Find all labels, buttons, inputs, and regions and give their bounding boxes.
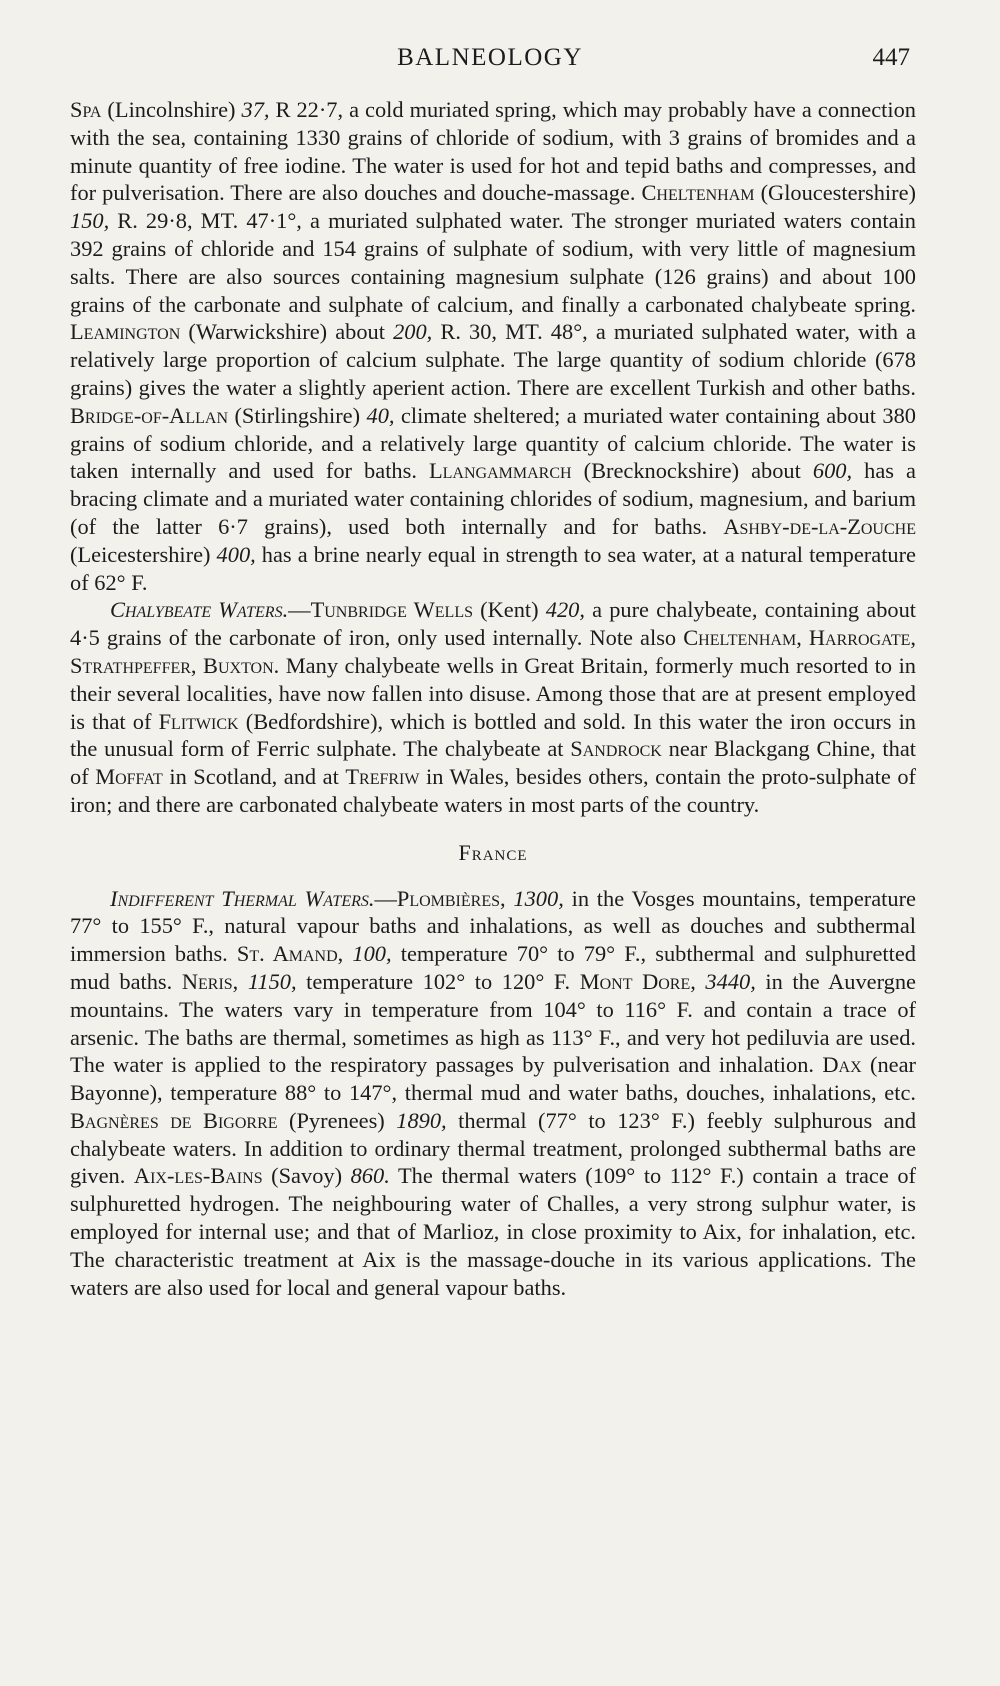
text-run: thermal (77° to 123° F.) feebly sulphurous and chalybeate waters. In addition to ordinary thermal treatment, prolonged subthermal baths are given. <box>70 1107 917 1189</box>
text-run: (Savoy) <box>262 1163 351 1189</box>
altitude: 600, <box>812 458 853 484</box>
altitude: 150, <box>70 208 110 234</box>
place-name: Cheltenham <box>641 180 755 206</box>
page-header <box>70 44 910 80</box>
text-run: (Gloucestershire) <box>754 180 916 206</box>
place-name: Bagnères de Bigorre <box>70 1107 278 1133</box>
text-run: in Scotland, and at <box>162 764 346 790</box>
text-run: (Lincolnshire) <box>101 97 242 122</box>
altitude: 420, <box>545 597 585 623</box>
text-run: temperature 70° to 79° F., subthermal and sulphuretted mud baths. <box>70 941 916 994</box>
text-run: R 22·7, a cold muriated spring, which may probably have a connection with the sea, containing 1330 grains of chloride of sodium, with 3 grains of bromides and a minute quantity of free iodine. The water is used for hot and tepid baths and compresses, and for pulverisation. There are also douches and douche-massage. <box>70 97 916 206</box>
altitude: 1150, <box>247 968 297 994</box>
altitude: 40, <box>366 402 395 428</box>
paragraph-england-muriated <box>70 96 916 596</box>
text-run: (Stirlingshire) <box>228 402 367 428</box>
text-run: climate sheltered; a muriated water containing about 380 grains of sodium chloride, and a relatively large quantity of calcium chloride. The water is taken internally and used for baths. <box>70 402 916 484</box>
body-text <box>70 96 916 1301</box>
text-run: (Kent) <box>473 597 546 623</box>
altitude: 3440, <box>705 968 756 994</box>
place-name: Tunbridge Wells <box>310 597 474 623</box>
text-run: in Wales, besides others, contain the proto-sulphate of iron; and there are carbonated chalybeate waters in most parts of the country. <box>70 764 916 817</box>
altitude: 100, <box>352 941 392 967</box>
altitude: 1300, <box>513 885 564 911</box>
place-name: Aix-les-Bains <box>133 1163 263 1189</box>
text-run: (Pyrenees) <box>277 1107 397 1133</box>
place-name: Llangammarch <box>428 458 572 484</box>
text-run: has a bracing climate and a muriated water containing chlorides of sodium, magnesium, and barium (of the latter 6·7 grains), used both internally and for baths. <box>70 458 916 539</box>
place-name: Mont Dore, <box>579 968 696 994</box>
text-run: (Warwickshire) about <box>180 319 394 345</box>
text-run: (near Bayonne), temperature 88° to 147°, thermal mud and water baths, douches, inhalations, etc. <box>70 1052 916 1106</box>
text-run <box>696 969 706 994</box>
altitude: 400, <box>216 541 256 567</box>
text-run: (Bedfordshire), which is bottled and sold. In this water the iron occurs in the unusual form of Ferric sulphate. The chalybeate at <box>70 708 916 762</box>
altitude: 37, <box>241 97 270 122</box>
text-run: — <box>374 885 397 911</box>
place-name: Bridge-of-Allan <box>70 402 229 428</box>
place-name-list: Cheltenham, Harrogate, Strathpeffer, Buxton. <box>70 625 916 678</box>
text-run: Many chalybeate wells in Great Britain, formerly much resorted to in their several localities, have now fallen into disuse. Among those that are at present employed is that of <box>70 652 916 734</box>
text-run: R. 30, MT. 48°, a muriated sulphated water, with a relatively large proportion of calcium sulphate. The large quantity of sodium chloride (678 grains) gives the water a slightly aperient action. There are excellent Turkish and other baths. <box>70 319 916 400</box>
paragraph-indifferent-thermal-waters <box>70 885 916 1302</box>
text-run: has a brine nearly equal in strength to sea water, at a natural temperature of 62° F. <box>70 541 916 595</box>
text-run: (Brecknockshire) about <box>571 458 813 484</box>
place-name: Dax <box>822 1052 862 1078</box>
subsection-heading: Indifferent Thermal Waters. <box>110 885 375 911</box>
place-name: Leamington <box>70 319 181 345</box>
text-run <box>238 969 248 994</box>
text-run: near Blackgang Chine, that of <box>70 736 916 790</box>
place-name: Ashby-de-la-Zouche <box>723 513 916 539</box>
text-run: — <box>288 597 311 623</box>
paragraph-chalybeate-waters <box>70 596 916 818</box>
place-name: Neris, <box>181 968 239 994</box>
place-name: Moffat <box>95 764 163 790</box>
running-head: BALNEOLOGY <box>397 44 583 71</box>
text-run: in the Auvergne mountains. The waters vary in temperature from 104° to 116° F. and contain a trace of arsenic. The baths are thermal, sometimes as high as 113° F., and very hot pediluvia are used. The water is applied to the respiratory passages by pulverisation and inhalation. <box>70 968 916 1078</box>
altitude: 1890, <box>396 1107 447 1133</box>
place-name: Trefriw <box>345 764 420 790</box>
place-name: Plombières, <box>396 885 506 911</box>
text-run: (Leicestershire) <box>70 541 217 567</box>
text-run: a pure chalybeate, containing about 4·5 grains of the carbonate of iron, only used internally. Note also <box>70 597 917 651</box>
text-run: temperature 102° to 120° F. <box>296 968 580 994</box>
page-number: 447 <box>872 44 910 71</box>
section-heading-france: France <box>458 839 528 865</box>
altitude: 860. <box>350 1163 390 1189</box>
place-name: Flitwick <box>158 708 239 734</box>
place-name: Spa <box>70 97 102 122</box>
text-run: The thermal waters (109° to 112° F.) contain a trace of sulphuretted hydrogen. The neighbouring water of Challes, a very strong sulphur water, is employed for internal use; and that of Marlioz, in close proximity to Aix, for inhalation, etc. The characteristic treatment at Aix is the massage-douche in its various applications. The waters are also used for local and general vapour baths. <box>70 1163 916 1300</box>
place-name: Sandrock <box>570 736 662 762</box>
text-run: in the Vosges mountains, temperature 77° to 155° F., natural vapour baths and inhalations, as well as douches and subthermal immersion baths. <box>70 885 916 967</box>
text-run: R. 29·8, MT. 47·1°, a muriated sulphated water. The stronger muriated waters contain 392 grains of chloride and 154 grains of sulphate of sodium, with very little of magnesium salts. There are also sources containing magnesium sulphate (126 grains) and about 100 grains of the carbonate and sulphate of calcium, and finally a carbonated chalybeate spring. <box>70 208 916 317</box>
place-name: St. Amand, <box>236 941 344 967</box>
altitude: 200, <box>393 319 433 345</box>
subsection-heading: Chalybeate Waters. <box>110 597 289 623</box>
